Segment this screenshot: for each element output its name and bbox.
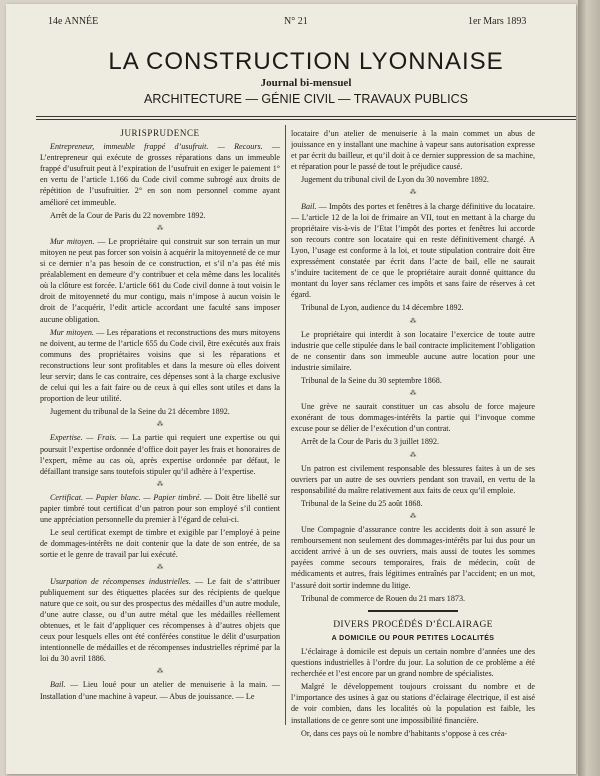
article-reference: Tribunal de la Seine du 30 septembre 1868. <box>301 375 442 385</box>
journal-title: LA CONSTRUCTION LYONNAISE <box>108 48 504 75</box>
article-reference: Arrêt de la Cour de Paris du 3 juillet 1892. <box>301 437 440 447</box>
separator-stars: ⁂ <box>156 420 164 429</box>
separator-stars: ⁂ <box>409 450 417 459</box>
article-reference: Tribunal de Lyon, audience du 14 décembre 1892. <box>301 303 464 313</box>
article-paragraph: locataire d’un atelier de menuiserie à la main commet un abus de jouissance en y installant une machine à vapeur sans autorisation expresse et par écrit du bailleur, et qu’il doit à ce dernier suppression de sa machine, et réparation pour le passé de tout le préjudice causé. <box>291 129 535 172</box>
left-column <box>40 128 280 738</box>
journal-subtitle: Journal bi-mensuel <box>260 77 352 89</box>
article-paragraph: Le seul certificat exempt de timbre et exigible par l’employé à peine de dommages-intérêts ne doit contenir que la date de son entrée, de sa sortie et le genre de travail par lui exécuté. <box>40 528 280 560</box>
article-reference: Tribunal de commerce de Rouen du 21 mars 1873. <box>301 593 466 603</box>
article-reference: Jugement du tribunal civil de Lyon du 30 novembre 1892. <box>301 175 489 185</box>
article-paragraph: Une Compagnie d’assurance contre les accidents doit à son assuré le remboursement non seulement des dommages-intérêts par lui dus pour un accident arrivé à un de ses ouvriers, mais aussi de toutes les sommes payées comme secours temporaires, frais de médecin, coût de médicaments et autres, frais légitimes entraînés par l’accident; en un mot, l’assuré doit sortir indemne du litige. <box>291 525 535 590</box>
newspaper-page <box>6 4 576 774</box>
article-paragraph: Un patron est civilement responsable des blessures faites à un de ses ouvriers par un autre de ses ouvriers pendant son travail, en vertu de la responsabilité du maître relativement aux faits de ceux qu’il emploie. <box>291 463 535 495</box>
article-paragraph: Usurpation de récompenses industrielles. — Le fait de s’attribuer publiquement sur des étiquettes placées sur des récipients de quelque nature que ce soit, ou sur des prospectus des médailles d’un autre module, d’une autre classe, ou d’un autre métal que les médailles réellement obtenues, et le fait d’appliquer ces récompenses à d’autres objets que ceux pour lesquels elles ont été conférées constitue le délit d’usurpation intentionnelle de médailles et de récompenses industrielles réprimé par la loi du 30 avril 1886. <box>40 576 280 664</box>
article-paragraph: Bail. — Lieu loué pour un atelier de menuiserie à la main. — Installation d’une machine à vapeur. — Abus de jouissance. — Le <box>40 680 280 701</box>
right-column <box>291 128 535 738</box>
article-paragraph: L’éclairage à domicile est depuis un certain nombre d’années une des questions industrielles à l’ordre du jour. La solution de ce problème a été recherchée et l’est encore par un grand nombre de spécialistes. <box>291 646 535 679</box>
section-heading-jurisprudence: JURISPRUDENCE <box>120 128 200 138</box>
article-paragraph: Mur mitoyen. — Les réparations et reconstructions des murs mitoyens ne doivent, au terme de l’article 655 du Code civil, être exécutés aux frais communs des propriétaires voisins que si les réparations et reconstructions leur sont profitables et dans la mesure où elles doivent leur servir; dans le cas contraire, ces dépenses sont à la charge exclusive de celui qui les a fait faire ou de ceux à qui elles sont utiles et dans la proportion de leur utilité. <box>40 327 280 404</box>
masthead-rule <box>36 116 576 117</box>
article-paragraph: Bail. — Impôts des portes et fenêtres à la charge définitive du locataire. — L’article 12 de la loi de frimaire an VII, tout en mettant à la charge du propriétaire vis-à-vis de l’Etat l’impôt des portes et fenêtres lui accorde son recours contre son locataire qui en reste définitivement chargé. A Lyon, l’usage est conforme à la loi, et toute stipulation contraire doit être expressément constatée par écrit dans l’acte de bail, elle ne saurait s’induire tacitement de ce que le propriétaire aurait donné quittance du montant du loyer sans réclamer ces impôts et sans faire de réserves à cet égard. <box>291 201 535 300</box>
section-subheading: A DOMICILE OU POUR PETITES LOCALITÉS <box>331 634 495 642</box>
article-reference: Tribunal de la Seine du 25 août 1868. <box>301 498 423 508</box>
article-paragraph: Une grève ne saurait constituer un cas absolu de force majeure exonérant de tous dommages-intérêts la partie qui l’invoque comme excuse pour se délier de l’exécution d’un contrat. <box>291 402 535 434</box>
separator-stars: ⁂ <box>156 479 164 488</box>
article-paragraph: Mur mitoyen. — Le propriétaire qui construit sur son terrain un mur mitoyen ne peut pas forcer son voisin à acquérir la mitoyenneté de ce mur si ce dernier n’a pas besoin de ce construction, et s’il n’a pas été mis préalablement en demeure d’y contribuer et cela même dans les localités où la clôture est forcée. L’article 661 du Code civil donne à tout voisin le droit de mitoyenneté du mur contigu, mais n’impose à aucun voisin le droit de l’acquérir, l’edit article accordant une faculté sans imposer aucune obligation. <box>40 236 280 324</box>
column-divider <box>285 125 286 725</box>
separator-stars: ⁂ <box>409 188 417 197</box>
article-paragraph: Or, dans ces pays où le nombre d’habitants s’oppose à ces créa- <box>301 728 507 738</box>
article-reference: Jugement du tribunal de la Seine du 21 décembre 1892. <box>50 407 230 417</box>
section-divider <box>368 610 458 612</box>
year-label: 14e ANNÉE <box>48 16 99 27</box>
issue-date: 1er Mars 1893 <box>468 16 527 27</box>
separator-stars: ⁂ <box>156 223 164 232</box>
section-heading-eclairage: DIVERS PROCÉDÉS D’ÉCLAIRAGE <box>333 619 493 630</box>
separator-stars: ⁂ <box>156 667 164 676</box>
separator-stars: ⁂ <box>409 316 417 325</box>
separator-stars: ⁂ <box>409 512 417 520</box>
article-paragraph: Malgré le développement toujours croissant du nombre et de l’importance des usines à gaz ou stations d’éclairage électrique, il est aisé de voir combien, dans les localités où la population est faible, les installations de ce genre sont une impossibilité financière. <box>291 682 535 725</box>
separator-stars: ⁂ <box>156 563 164 572</box>
article-reference: Arrêt de la Cour de Paris du 22 novembre 1892. <box>50 210 206 220</box>
issue-number: N° 21 <box>284 16 308 27</box>
separator-stars: ⁂ <box>409 389 417 398</box>
article-paragraph: Le propriétaire qui interdit à son locataire l’exercice de toute autre industrie que celle stipulée dans le bail contracte implicitement l’obligation de ne consentir dans son immeuble aucune autre location pour une industrie similaire. <box>291 329 535 372</box>
masthead-rule-2 <box>36 119 576 120</box>
article-paragraph: Entrepreneur, immeuble frappé d’usufruit. — Recours. — L’entrepreneur qui exécute de grosses réparations dans un immeuble frappé d’usufruit peut à l’expiration de l’usufruit en exiger le paiement 1° en vertu de l’article 1.166 du Code civil comme subrogé aux droits de répétition de l’usufruitier. 2° en son nom personnel comme ayant amélioré cet immeuble. <box>40 142 280 207</box>
journal-tagline: ARCHITECTURE — GÉNIE CIVIL — TRAVAUX PUBLICS <box>144 92 468 106</box>
article-paragraph: Certificat. — Papier blanc. — Papier timbré. — Doit être libellé sur papier timbré tout certificat d’un patron pour son employé s’il contient une appréciation personnelle du premier à l’égard de celui-ci. <box>40 492 280 525</box>
book-binding-edge <box>578 0 600 776</box>
article-paragraph: Expertise. — Frais. — La partie qui requiert une expertise ou qui poursuit l’expertise ordonnée d’office doit payer les frais et honoraires de l’expert, même au cas où, après expertise ordonnée par défaut, le défaillant transige sans toutefois stipuler qu’il adhère à l’expertise. <box>40 433 280 476</box>
